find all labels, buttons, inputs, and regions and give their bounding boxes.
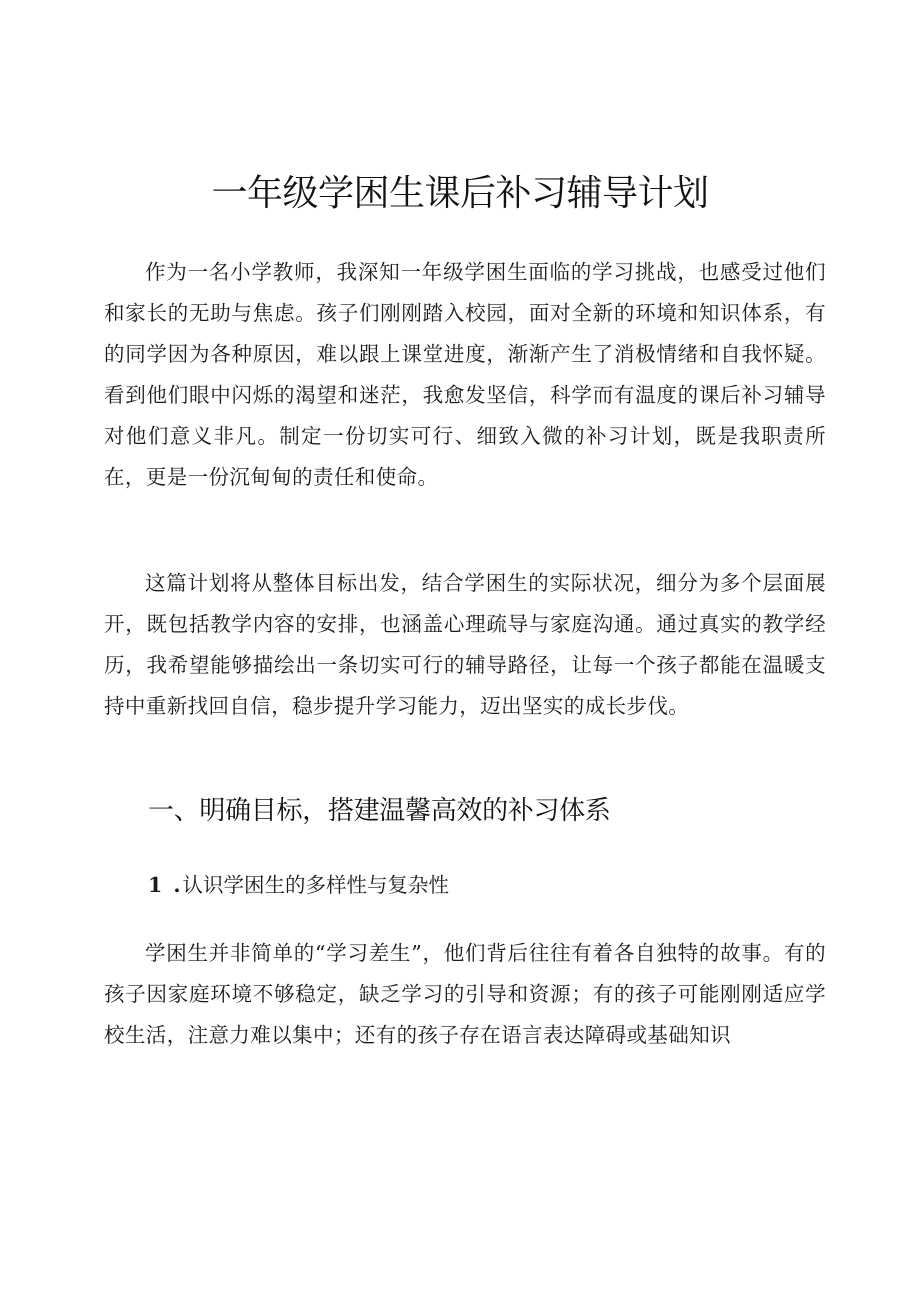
sub-heading-number: 1 . bbox=[148, 873, 183, 897]
document-title: 一年级学困生课后补习辅导计划 bbox=[211, 173, 709, 214]
section1-paragraph: 学困生并非简单的“学习差生”，他们背后往往有着各自独特的故事。有的孩子因家庭环境不够稳定，缺乏学习的引导和资源；有的孩子可能刚刚适应学校生活，注意力难以集中；还有的孩子存在语言表达障碍或基础知识 bbox=[104, 941, 826, 1047]
sub-heading-1-1 bbox=[148, 865, 449, 905]
section-heading-1: 一、明确目标，搭建温馨高效的补习体系 bbox=[148, 796, 611, 826]
sub-heading-text: 认识学困生的多样性与复杂性 bbox=[182, 873, 450, 897]
intro-paragraph-1: 作为一名小学教师，我深知一年级学困生面临的学习挑战，也感受过他们和家长的无助与焦虑。孩子们刚刚踏入校园，面对全新的环境和知识体系，有的同学因为各种原因，难以跟上课堂进度，渐渐产生了消极情绪和自我怀疑。看到他们眼中闪烁的渴望和迷茫，我愈发坚信，科学而有温度的课后补习辅导对他们意义非凡。制定一份切实可行、细致入微的补习计划，既是我职责所在，更是一份沉甸甸的责任和使命。 bbox=[104, 260, 826, 489]
intro-paragraph-2: 这篇计划将从整体目标出发，结合学困生的实际状况，细分为多个层面展开，既包括教学内容的安排，也涵盖心理疏导与家庭沟通。通过真实的教学经历，我希望能够描绘出一条切实可行的辅导路径，让每一个孩子都能在温暖支持中重新找回自信，稳步提升学习能力，迈出坚实的成长步伐。 bbox=[104, 571, 826, 718]
